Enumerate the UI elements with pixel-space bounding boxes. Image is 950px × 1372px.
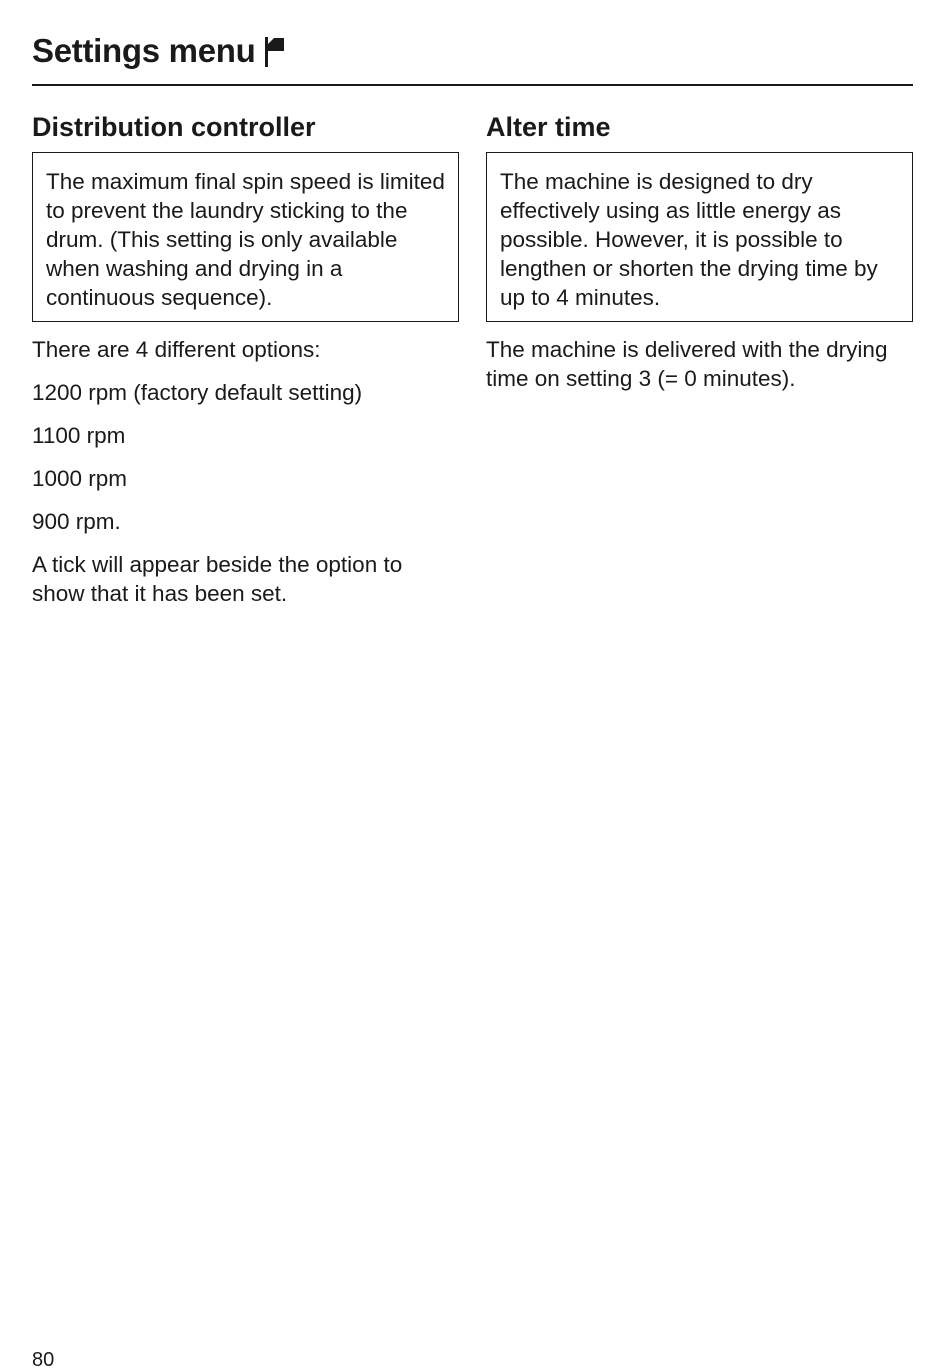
option-item: 1200 rpm (factory default setting) xyxy=(32,380,363,405)
page-header xyxy=(32,30,913,86)
page-title xyxy=(32,32,286,70)
paragraph: The machine is delivered with the drying time on setting 3 (= 0 minutes). xyxy=(486,337,888,391)
paragraph: There are 4 different options: xyxy=(32,337,321,362)
alter-time-section xyxy=(486,110,913,393)
paragraph: A tick will appear beside the option to show that it has been set. xyxy=(32,552,403,606)
page-title-text: Settings menu xyxy=(32,32,256,69)
option-item: 1000 rpm xyxy=(32,466,128,491)
section-heading-alter-time: Alter time xyxy=(486,112,611,142)
flag-icon xyxy=(264,36,286,68)
option-item: 1100 rpm xyxy=(32,423,126,448)
option-item: 900 rpm. xyxy=(32,509,121,534)
page-number: 80 xyxy=(32,1349,55,1371)
note-box: The maximum final spin speed is limited to prevent the laundry sticking to the drum. (This setting is only available when washing and drying in a continuous sequence). xyxy=(32,152,459,322)
note-box: The machine is designed to dry effectively using as little energy as possible. However, it is possible to lengthen or shorten the drying time by up to 4 minutes. xyxy=(486,152,913,322)
section-heading-distribution-controller: Distribution controller xyxy=(32,112,316,142)
distribution-controller-section xyxy=(32,110,459,608)
